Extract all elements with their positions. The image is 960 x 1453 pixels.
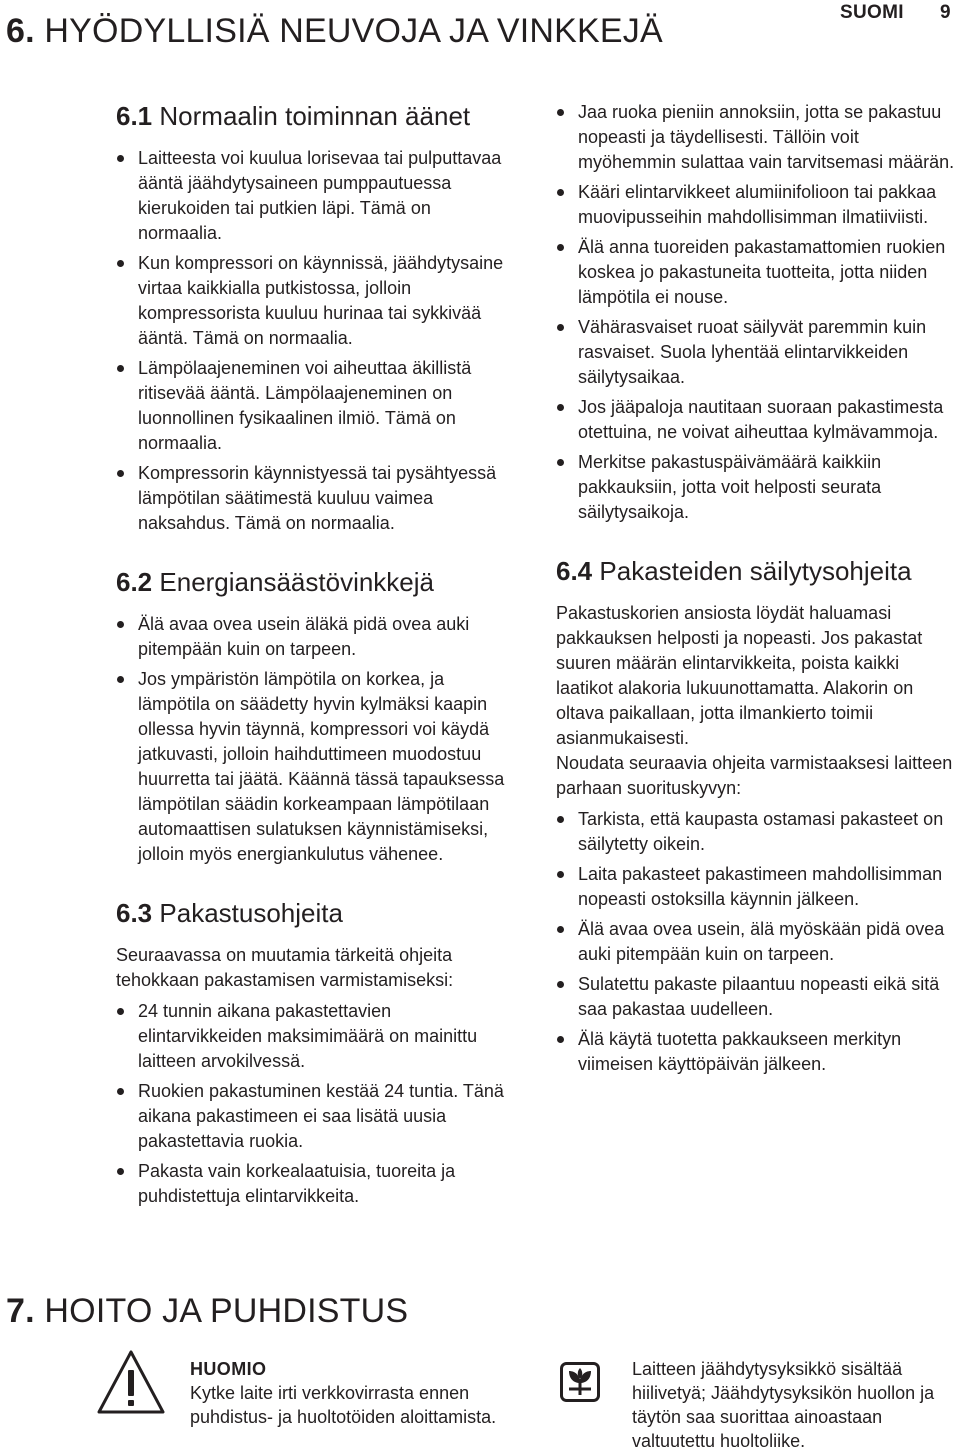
storage-list <box>556 807 956 1077</box>
freezing-list-part1 <box>116 999 516 1209</box>
section-number: 6. <box>6 12 35 50</box>
storage-paragraph-2: Noudata seuraavia ohjeita varmistaaksesi laitteen parhaan suorituskyvyn: <box>556 753 953 798</box>
subsection-number: 6.2 <box>116 567 153 597</box>
list-item: Jos jääpaloja nautitaan suoraan pakastimesta otettuina, ne voivat aiheuttaa kylmävammoja. <box>556 395 956 445</box>
list-item: Sulatettu pakaste pilaantuu nopeasti eikä sitä saa pakastaa uudelleen. <box>556 972 956 1022</box>
energy-tips-list <box>116 612 516 867</box>
caution-notice <box>190 1357 530 1429</box>
section-7-heading <box>6 1292 408 1331</box>
subsection-6-4-heading <box>556 555 956 587</box>
subsection-title: Pakasteiden säilytysohjeita <box>599 556 912 586</box>
subsection-6-1-heading <box>116 100 516 132</box>
list-item: Jos ympäristön lämpötila on korkea, ja lämpötila on säädetty hyvin kylmäksi kaapin ollessa hyvin täynnä, kompressori voi käydä jatkuvasti, jolloin haihduttimeen muodostuu huurretta tai jäätä. Käännä tässä tapauksessa lämpötilan säädin korkeampaan lämpötilaan automaattisen sulatuksen käynnistämiseksi, jolloin myös energiankulutus vähenee. <box>116 667 516 867</box>
notice-text: Kytke laite irti verkkovirrasta ennen puhdistus- ja huoltotöiden aloittamista. <box>190 1383 497 1427</box>
subsection-title: Energiansäästövinkkejä <box>159 567 435 597</box>
subsection-title: Pakastusohjeita <box>159 898 343 928</box>
list-item: Älä avaa ovea usein äläkä pidä ovea auki pitempään kuin on tarpeen. <box>116 612 516 662</box>
subsection-number: 6.4 <box>556 556 593 586</box>
subsection-number: 6.3 <box>116 898 153 928</box>
section-title: HOITO JA PUHDISTUS <box>44 1292 409 1330</box>
list-item: Kun kompressori on käynnissä, jäähdytysaine virtaa kaikkialla putkistossa, jolloin kompressorista kuuluu hurinaa tai sykkivää ääntä. Tämä on normaalia. <box>116 251 516 351</box>
subsection-6-2-heading <box>116 566 516 598</box>
list-item: Älä avaa ovea usein, älä myöskään pidä ovea auki pitempään kuin on tarpeen. <box>556 917 956 967</box>
freezing-list-part2 <box>556 100 956 525</box>
list-item: Ruokien pakastuminen kestää 24 tuntia. Tänä aikana pakastimeen ei saa lisätä uusia pakastettavia ruokia. <box>116 1079 516 1154</box>
list-item: 24 tunnin aikana pakastettavien elintarvikkeiden maksimimäärä on mainittu laitteen arvokilvessä. <box>116 999 516 1074</box>
section-number: 7. <box>6 1292 35 1330</box>
left-column <box>116 100 516 1214</box>
list-item: Tarkista, että kaupasta ostamasi pakasteet on säilytetty oikein. <box>556 807 956 857</box>
language-label: SUOMI <box>840 2 904 23</box>
page-number: 9 <box>940 2 951 23</box>
section-title: HYÖDYLLISIÄ NEUVOJA JA VINKKEJÄ <box>44 12 663 50</box>
notice-title: HUOMIO <box>190 1359 267 1379</box>
list-item: Pakasta vain korkealaatuisia, tuoreita ja puhdistettuja elintarvikkeita. <box>116 1159 516 1209</box>
list-item: Kääri elintarvikkeet alumiinifolioon tai pakkaa muovipusseihin mahdollisimman ilmatiiviisti. <box>556 180 956 230</box>
environment-info: Laitteen jäähdytysyksikkö sisältää hiilivetyä; Jäähdytysyksikön huollon ja täytön saa suorittaa ainoastaan valtuutettu huoltoliike. <box>632 1359 935 1451</box>
subsection-number: 6.1 <box>116 101 153 131</box>
list-item: Lämpölaajeneminen voi aiheuttaa äkillistä ritisevää ääntä. Lämpölaajeneminen on luonnollinen fysikaalinen ilmiö. Tämä on normaalia. <box>116 356 516 456</box>
subsection-6-3-heading <box>116 897 516 929</box>
freezing-intro: Seuraavassa on muutamia tärkeitä ohjeita tehokkaan pakastamisen varmistamiseksi: <box>116 945 454 990</box>
list-item: Vähärasvaiset ruoat säilyvät paremmin kuin rasvaiset. Suola lyhentää elintarvikkeiden säilytysaikaa. <box>556 315 956 390</box>
list-item: Jaa ruoka pieniin annoksiin, jotta se pakastuu nopeasti ja täydellisesti. Tällöin voit myöhemmin sulattaa vain tarvitsemasi määrän. <box>556 100 956 175</box>
subsection-title: Normaalin toiminnan äänet <box>159 101 471 131</box>
right-column <box>556 100 956 1082</box>
environment-plant-icon <box>560 1362 600 1402</box>
list-item: Merkitse pakastuspäivämäärä kaikkiin pakkauksiin, jotta voit helposti seurata säilytysaikoja. <box>556 450 956 525</box>
storage-paragraph-1: Pakastuskorien ansiosta löydät haluamasi pakkauksen helposti ja nopeasti. Jos pakastat suuren määrän elintarvikkeita, poista kaikki laatikot alakoria lukuunottamatta. Alakorin on oltava paikallaan, jotta ilmankierto toimii asianmukaisesti. <box>556 603 923 748</box>
list-item: Laita pakasteet pakastimeen mahdollisimman nopeasti ostoksilla käynnin jälkeen. <box>556 862 956 912</box>
section-6-heading <box>6 12 663 51</box>
list-item: Älä anna tuoreiden pakastamattomien ruokien koskea jo pakastuneita tuotteita, jotta niiden lämpötila ei nouse. <box>556 235 956 310</box>
sounds-list <box>116 146 516 536</box>
list-item: Kompressorin käynnistyessä tai pysähtyessä lämpötilan säätimestä kuuluu vaimea naksahdus. Tämä on normaalia. <box>116 461 516 536</box>
list-item: Älä käytä tuotetta pakkaukseen merkityn viimeisen käyttöpäivän jälkeen. <box>556 1027 956 1077</box>
warning-triangle-icon <box>96 1348 166 1418</box>
list-item: Laitteesta voi kuulua lorisevaa tai pulputtavaa ääntä jäähdytysaineen pumppautuessa kierukoiden tai putkien läpi. Tämä on normaalia. <box>116 146 516 246</box>
